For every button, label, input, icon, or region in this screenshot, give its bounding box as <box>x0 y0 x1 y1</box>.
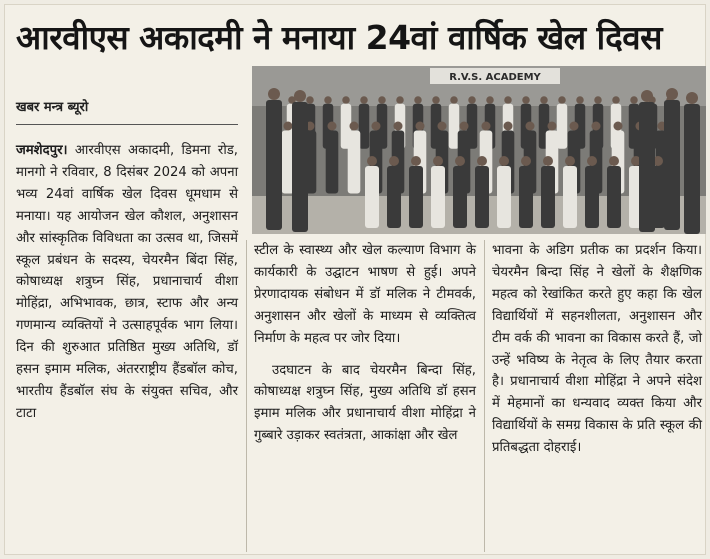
person-body <box>563 166 577 228</box>
newspaper-clipping <box>4 4 706 555</box>
person-body <box>684 104 700 234</box>
person-head <box>499 156 509 166</box>
person-body <box>585 166 599 228</box>
person-head <box>612 96 620 104</box>
person-head <box>432 96 440 104</box>
person-head <box>641 90 653 102</box>
column-2-text: स्टील के स्वास्थ्य और खेल कल्याण विभाग के कार्यकारी के उद्घाटन भाषण से हुई। अपने प्रेरणादायक संबोधन में डॉ मलिक ने टीमवर्क, अनुशासन और खेलों के माध्यम से व्यक्तित्व निर्माण के महत्व पर जोर दिया। <box>254 243 476 346</box>
person-body <box>292 102 308 232</box>
person-head <box>468 96 476 104</box>
article-column-2 <box>254 240 476 447</box>
person-head <box>350 122 359 131</box>
person-head <box>587 156 597 166</box>
person-head <box>396 96 404 104</box>
person-body <box>639 102 655 232</box>
person-head <box>455 156 465 166</box>
person-head <box>558 96 566 104</box>
person-head <box>543 156 553 166</box>
person-head <box>372 122 381 131</box>
person-head <box>450 96 458 104</box>
person-head <box>414 96 422 104</box>
person-body <box>266 100 282 230</box>
person-head <box>460 122 469 131</box>
person-body <box>365 166 379 228</box>
person-head <box>570 122 579 131</box>
column-1-text: आरवीएस अकादमी, डिमना रोड, मानगो ने रविवार, 8 दिसंबर 2024 को अपना भव्य 24वां वार्षिक खेल दिवस धूमधाम से मनाया। यह आयोजन खेल कौशल, अनुशासन और सांस्कृतिक विविधता का उत्सव था, जिसमें स्कूल प्रबंधन के सदस्य, चेयरमैन बिंदा सिंह, कोषाध्यक्ष शत्रुघ्न सिंह, प्रधानाचार्य वीशा मोहिंद्रा, अभिभावक, छात्र, स्टाफ और अन्य गणमान्य व्यक्तियों ने उत्साहपूर्वक भाग लिया। दिन की शुरुआत प्रतिष्ठित मुख्य अतिथि, डॉ हसन इमाम मलिक, अंतरराष्ट्रीय हैंडबॉल कोच, भारतीय हैंडबॉल संघ के संयुक्त सचिव, और टाटा <box>16 143 238 421</box>
person-head <box>521 156 531 166</box>
person-body <box>475 166 489 228</box>
person-body <box>664 100 680 230</box>
person-head <box>614 122 623 131</box>
person-head <box>522 96 530 104</box>
person-head <box>477 156 487 166</box>
team-photo-drawing <box>252 66 706 234</box>
person-head <box>284 122 293 131</box>
person-body <box>557 104 568 149</box>
person-head <box>360 96 368 104</box>
person-body <box>387 166 401 228</box>
person-head <box>411 156 421 166</box>
person-body <box>431 166 445 228</box>
person-head <box>594 96 602 104</box>
person-body <box>348 131 361 194</box>
person-body <box>497 166 511 228</box>
column-3-text: भावना के अडिग प्रतीक का प्रदर्शन किया। चेयरमैन बिन्दा सिंह ने खेलों के शैक्षणिक महत्व को रेखांकित करते हुए कहा कि खेल विद्यार्थियों में सहनशीलता, अनुशासन और टीम वर्क की भावना का विकास करते हैं, जो उन्हें भविष्य के नेतृत्व के लिए तैयार करता है। प्रधानाचार्य वीशा मोहिंद्रा ने अपने संदेश में मेहमानों का धन्यवाद व्यक्त किया और विद्यार्थियों के समग्र विकास के प्रति स्कूल की प्रतिबद्धता दोहराई। <box>492 243 702 456</box>
column-divider <box>484 240 485 552</box>
person-head <box>630 96 638 104</box>
person-head <box>268 88 280 100</box>
person-head <box>306 96 314 104</box>
person-head <box>416 122 425 131</box>
person-head <box>367 156 377 166</box>
person-head <box>342 96 350 104</box>
dateline: जमशेदपुर। <box>16 143 68 158</box>
person-head <box>592 122 601 131</box>
person-body <box>449 104 460 149</box>
column-divider <box>246 240 247 552</box>
person-head <box>378 96 386 104</box>
person-head <box>389 156 399 166</box>
person-head <box>438 122 447 131</box>
person-head <box>482 122 491 131</box>
person-body <box>409 166 423 228</box>
person-head <box>394 122 403 131</box>
person-head <box>666 88 678 100</box>
person-head <box>504 122 513 131</box>
person-body <box>326 131 339 194</box>
person-head <box>433 156 443 166</box>
article-column-1 <box>16 140 238 425</box>
person-body <box>453 166 467 228</box>
article-column-3 <box>492 240 702 459</box>
person-head <box>486 96 494 104</box>
person-head <box>540 96 548 104</box>
person-head <box>686 92 698 104</box>
person-body <box>359 104 370 149</box>
person-head <box>324 96 332 104</box>
person-head <box>294 90 306 102</box>
person-body <box>541 166 555 228</box>
person-head <box>526 122 535 131</box>
headline: आरवीएस अकादमी ने मनाया 24वां वार्षिक खेल दिवस <box>16 18 662 57</box>
byline-divider <box>16 124 238 125</box>
person-head <box>548 122 557 131</box>
photo-banner-text: R.V.S. ACADEMY <box>449 72 541 83</box>
person-head <box>609 156 619 166</box>
person-head <box>576 96 584 104</box>
person-body <box>519 166 533 228</box>
team-photo <box>252 66 706 234</box>
person-head <box>565 156 575 166</box>
column-2-text-b: उदघाटन के बाद चेयरमैन बिन्दा सिंह, कोषाध्यक्ष शत्रुघ्न सिंह, मुख्य अतिथि डॉ हसन इमाम मलिक और प्रधानाचार्य वीशा मोहिंद्रा ने गुब्बारे उड़ाकर स्वतंत्रता, आकांक्षा और खेल <box>254 362 476 444</box>
person-head <box>328 122 337 131</box>
byline: खबर मन्त्र ब्यूरो <box>16 100 89 115</box>
person-head <box>504 96 512 104</box>
person-body <box>607 166 621 228</box>
